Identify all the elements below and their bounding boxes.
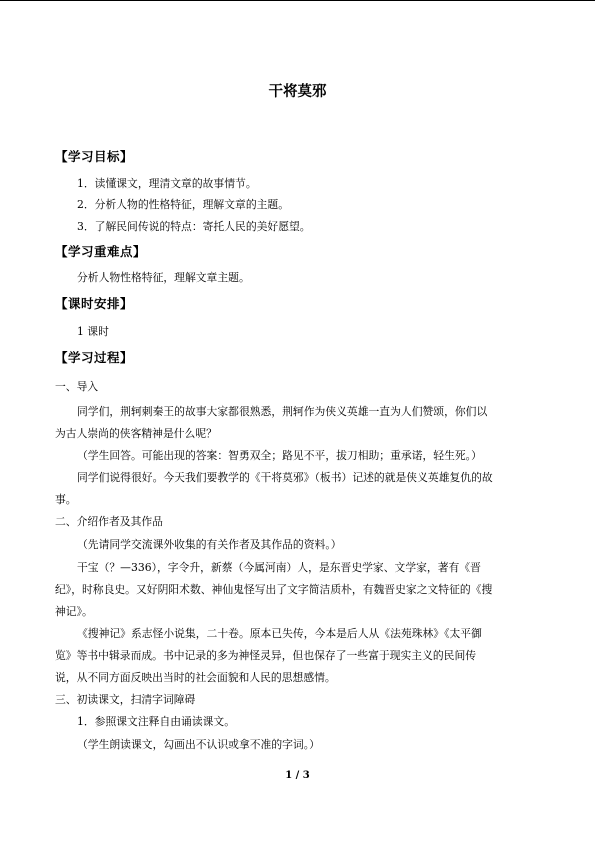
part2-paragraph2-line2: 纪》，时称良史。又好阴阳术数、神仙鬼怪写出了文字简洁质朴，有魏晋史家之文特征的《搜	[55, 583, 493, 596]
process-heading: 【学习过程】	[55, 350, 134, 365]
part2-paragraph2-line3: 神记》。	[55, 605, 93, 618]
page-number: 1 / 3	[285, 770, 310, 781]
goals-heading: 【学习目标】	[55, 149, 134, 164]
part3-title: 三、初读课文，扫清字词障碍	[55, 693, 196, 706]
part1-paragraph3-line2: 事。	[55, 493, 77, 506]
part1-paragraph1-line1: 同学们，荆轲刺秦王的故事大家都很熟悉，荆轲作为侠义英雄一直为人们赞颂，你们以	[77, 405, 488, 418]
part2-title: 二、介绍作者及其作品	[55, 515, 163, 528]
part3-paragraph1: （学生朗读课文，勾画出不认识或拿不准的字词。）	[77, 738, 320, 751]
top-border-line	[0, 0, 595, 1]
goal-item-2: 2．分析人物的性格特征，理解文章的主题。	[77, 198, 290, 211]
goal-item-3: 3．了解民间传说的特点：寄托人民的美好愿望。	[77, 220, 311, 233]
key-points-text: 分析人物性格特征，理解文章主题。	[77, 271, 250, 284]
part2-paragraph3-line1: 《搜神记》系志怪小说集，二十卷。原本已失传，今本是后人从《法苑珠林》《太平御	[77, 627, 482, 640]
part2-paragraph3-line2: 览》等书中辑录而成。书中记录的多为神怪灵异，但也保存了一些富于现实主义的民间传	[55, 649, 477, 662]
part1-paragraph1-line2: 为古人崇尚的侠客精神是什么呢？	[55, 427, 217, 440]
part1-title: 一、导入	[55, 380, 99, 393]
part1-paragraph3-line1: 同学们说得很好。今天我们要教学的《干将莫邪》（板书）记述的就是侠义英雄复仇的故	[77, 471, 493, 484]
part2-paragraph2-line1: 干宝（？—336），字令升，新蔡（今属河南）人，是东晋史学家、文学家，著有《晋	[77, 561, 481, 574]
goal-item-1: 1．读懂课文，理清文章的故事情节。	[77, 177, 257, 190]
part2-paragraph1: （先请同学交流课外收集的有关作者及其作品的资料。）	[77, 538, 342, 551]
part3-item1: 1．参照课文注释自由诵读课文。	[77, 715, 236, 728]
part1-paragraph2: （学生回答。可能出现的答案：智勇双全；路见不平，拔刀相助；重承诺，轻生死。）	[77, 449, 482, 462]
schedule-heading: 【课时安排】	[55, 296, 134, 311]
key-points-heading: 【学习重难点】	[55, 244, 147, 259]
part2-paragraph3-line3: 说，从不同方面反映出当时的社会面貌和人民的思想感情。	[55, 671, 336, 684]
schedule-text: 1 课时	[77, 325, 109, 338]
page-title: 干将莫邪	[268, 84, 327, 100]
